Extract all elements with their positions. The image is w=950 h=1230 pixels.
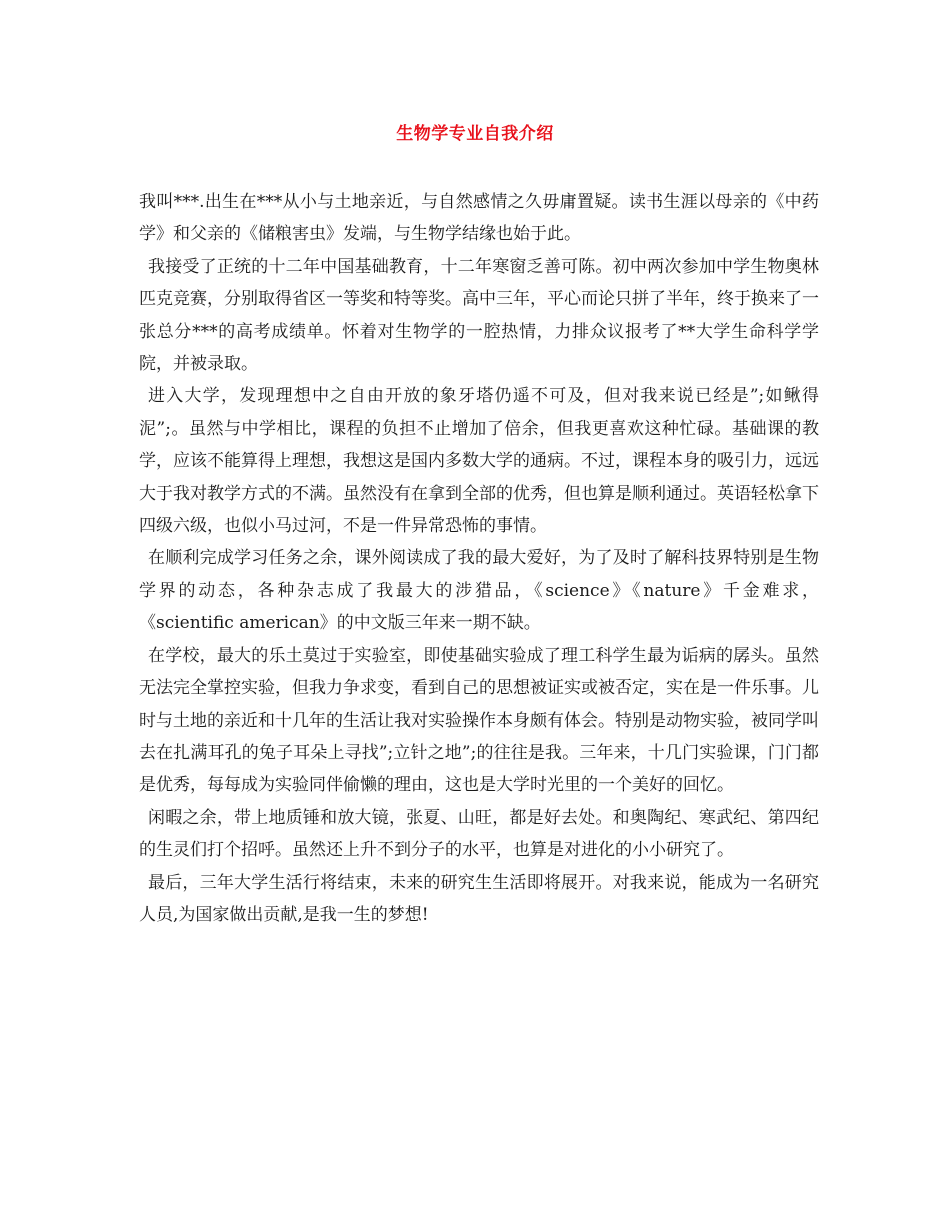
paragraph-leisure: 闲暇之余，带上地质锤和放大镜，张夏、山旺，都是好去处。和奥陶纪、寒武纪、第四纪的生灵们打个招呼。虽然还上升不到分子的水平，也算是对进化的小小研究了。 [139,807,819,861]
paragraph-reading: 在顺利完成学习任务之余，课外阅读成了我的最大爱好，为了及时了解科技界特别是生物学界的动态，各种杂志成了我最大的涉猎品，《science》《nature》千金难求，《scientific american》的中文版三年来一期不缺。 [139,548,819,634]
paragraph-laboratory: 在学校，最大的乐土莫过于实验室，即使基础实验成了理工科学生最为诟病的孱头。虽然无法完全掌控实验，但我力争求变，看到自己的思想被证实或被否定，实在是一件乐事。儿时与土地的亲近和十几年的生活让我对实验操作本身颇有体会。特别是动物实验，被同学叫去在扎满耳孔的兔子耳朵上寻找”;立针之地”;的往往是我。三年来，十几门实验课，门门都是优秀，每每成为实验同伴偷懒的理由，这也是大学时光里的一个美好的回忆。 [139,645,819,796]
paragraph-education: 我接受了正统的十二年中国基础教育，十二年寒窗乏善可陈。初中两次参加中学生物奥林匹克竞赛，分别取得省区一等奖和特等奖。高中三年，平心而论只拼了半年，终于换来了一张总分***的高考成绩单。怀着对生物学的一腔热情，力排众议报考了**大学生命科学学院，并被录取。 [139,256,819,375]
paragraph-university: 进入大学，发现理想中之自由开放的象牙塔仍遥不可及，但对我来说已经是”;如鳅得泥”;。虽然与中学相比，课程的负担不止增加了倍余，但我更喜欢这种忙碌。基础课的教学，应该不能算得上理想，我想这是国内多数大学的通病。不过，课程本身的吸引力，远远大于我对教学方式的不满。虽然没有在拿到全部的优秀，但也算是顺利通过。英语轻松拿下四级六级，也似小马过河，不是一件异常恐怖的事情。 [139,386,819,537]
document-title: 生物学专业自我介绍 [396,124,554,144]
document-body [139,186,819,931]
paragraph-conclusion: 最后，三年大学生活行将结束，未来的研究生生活即将展开。对我来说，能成为一名研究人员,为国家做出贡献,是我一生的梦想! [139,872,819,925]
paragraph-intro: 我叫***.出生在***从小与土地亲近，与自然感情之久毋庸置疑。读书生涯以母亲的《中药学》和父亲的《储粮害虫》发端，与生物学结缘也始于此。 [139,192,819,245]
